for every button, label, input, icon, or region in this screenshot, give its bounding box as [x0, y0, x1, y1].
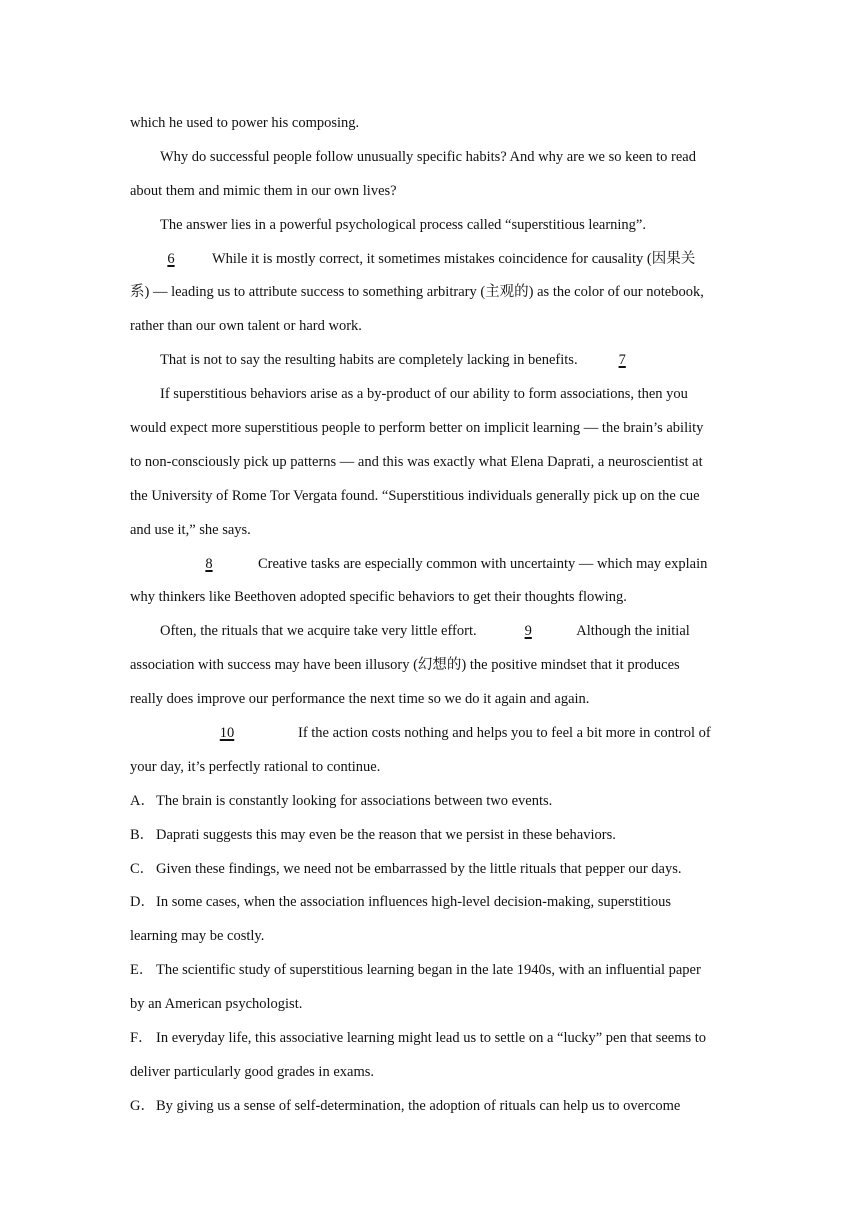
paragraph-line: association with success may have been illusory (幻想的) the positive mindset that it produces	[130, 657, 680, 674]
paragraph-line	[130, 618, 740, 652]
passage-body	[130, 110, 740, 1127]
text-span: Although the initial	[576, 623, 690, 640]
option-f[interactable]	[130, 1025, 740, 1059]
paragraph-line: 系) — leading us to attribute success to something arbitrary (主观的) as the color of our notebook,	[130, 284, 704, 301]
paragraph-line: about them and mimic them in our own lives?	[130, 182, 397, 199]
paragraph-line: Why do successful people follow unusually specific habits? And why are we so keen to read	[160, 148, 696, 165]
option-text: The brain is constantly looking for associations between two events.	[156, 792, 553, 809]
blank-6[interactable]: 6	[167, 250, 175, 267]
paragraph-line	[130, 246, 740, 280]
option-e-continued: by an American psychologist.	[130, 996, 303, 1013]
option-letter: A．	[130, 792, 155, 809]
option-letter: E．	[130, 962, 154, 979]
paragraph-line: which he used to power his composing.	[130, 115, 360, 131]
paragraph-line	[130, 720, 740, 754]
text-span: Often, the rituals that we acquire take very little effort.	[160, 623, 477, 640]
option-d-continued: learning may be costly.	[130, 928, 265, 945]
option-letter: D．	[130, 894, 155, 911]
text-span: If the action costs nothing and helps you to feel a bit more in control of	[298, 725, 711, 742]
paragraph-line: and use it,” she says.	[130, 521, 251, 538]
option-letter: G．	[130, 1097, 155, 1114]
option-letter: F．	[130, 1030, 153, 1047]
paragraph-line: to non-consciously pick up patterns — and this was exactly what Elena Daprati, a neuroscientist at	[130, 453, 703, 470]
option-e[interactable]	[130, 957, 740, 991]
option-letter: B．	[130, 826, 155, 843]
option-letter: C．	[130, 860, 155, 877]
paragraph-line: The answer lies in a powerful psychological process called “superstitious learning”.	[160, 216, 646, 233]
text-span: That is not to say the resulting habits are completely lacking in benefits.	[160, 352, 578, 369]
option-text: Given these findings, we need not be embarrassed by the little rituals that pepper our days.	[156, 860, 682, 877]
text-span: Creative tasks are especially common with uncertainty — which may explain	[258, 555, 708, 572]
paragraph-line: rather than our own talent or hard work.	[130, 318, 362, 335]
option-b[interactable]	[130, 822, 740, 856]
blank-8[interactable]: 8	[205, 555, 213, 572]
option-text: In everyday life, this associative learning might lead us to settle on a “lucky” pen that seems to	[156, 1030, 707, 1047]
option-d[interactable]	[130, 889, 740, 923]
paragraph-line: would expect more superstitious people to perform better on implicit learning — the brain’s ability	[130, 420, 704, 437]
option-a[interactable]	[130, 788, 740, 822]
paragraph-line: If superstitious behaviors arise as a by-product of our ability to form associations, then you	[160, 386, 688, 403]
blank-9[interactable]: 9	[524, 623, 532, 640]
option-g[interactable]	[130, 1093, 740, 1127]
paragraph-line: the University of Rome Tor Vergata found. “Superstitious individuals generally pick up on the cue	[130, 487, 700, 504]
text-span: While it is mostly correct, it sometimes mistakes coincidence for causality (因果关	[212, 250, 696, 267]
paragraph-line: really does improve our performance the next time so we do it again and again.	[130, 691, 590, 708]
option-text: The scientific study of superstitious learning began in the late 1940s, with an influential paper	[156, 962, 701, 979]
option-text: By giving us a sense of self-determination, the adoption of rituals can help us to overcome	[156, 1097, 681, 1114]
blank-7[interactable]: 7	[618, 352, 626, 369]
option-text: In some cases, when the association influences high-level decision-making, superstitious	[156, 894, 672, 911]
option-c[interactable]	[130, 856, 740, 890]
paragraph-line	[130, 347, 740, 381]
blank-10[interactable]: 10	[219, 725, 235, 742]
paragraph-line: your day, it’s perfectly rational to continue.	[130, 758, 381, 775]
option-f-continued: deliver particularly good grades in exams.	[130, 1063, 375, 1080]
paragraph-line	[130, 551, 740, 585]
paragraph-line: why thinkers like Beethoven adopted specific behaviors to get their thoughts flowing.	[130, 589, 627, 606]
option-text: Daprati suggests this may even be the reason that we persist in these behaviors.	[156, 826, 616, 843]
